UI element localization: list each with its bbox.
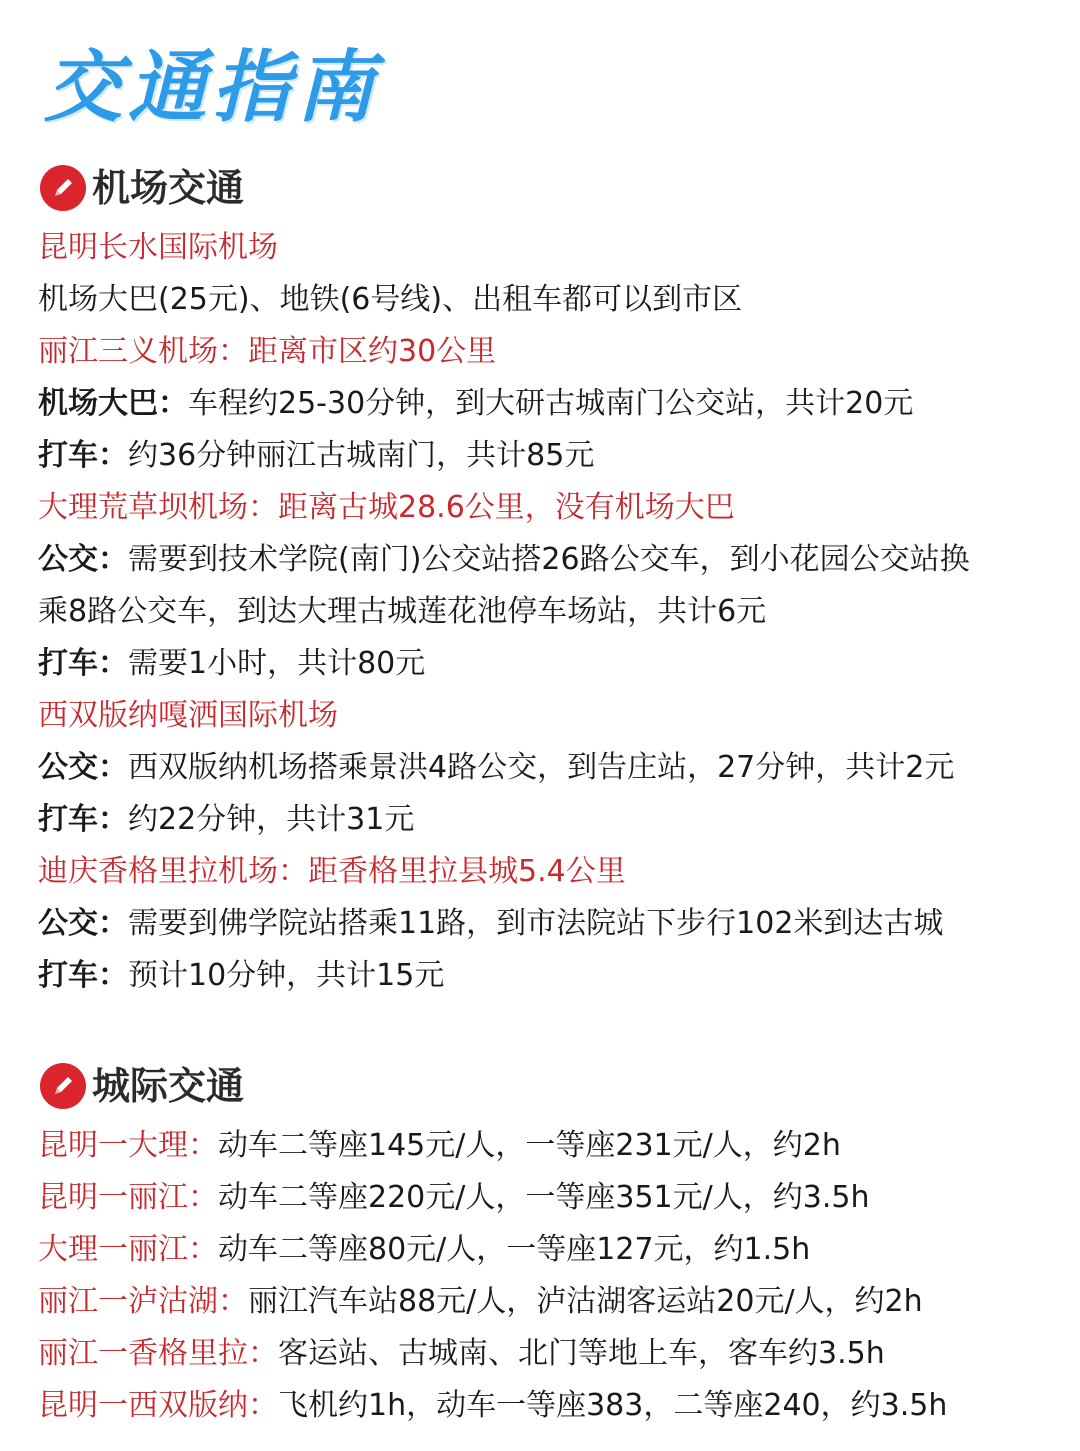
taxi-text: 预计10分钟，共计15元 [128,958,445,993]
intercity-section-heading [40,1060,244,1112]
pencil-icon [40,1063,86,1109]
route-detail: 动车二等座220元/人，一等座351元/人，约3.5h [218,1180,870,1215]
dali-bus-line-2: 乘8路公交车，到达大理古城莲花池停车场站，共计6元 [38,594,767,629]
bus-text: 西双版纳机场搭乘景洪4路公交，到告庄站，27分钟，共计2元 [128,750,955,785]
route-row [38,1172,1058,1224]
lijiang-taxi-line [38,430,1058,482]
route-detail: 客运站、古城南、北门等地上车，客车约3.5h [278,1336,885,1371]
bus-label: 公交： [38,906,128,941]
xsbn-bus-line [38,742,1058,794]
route-detail: 动车二等座80元/人，一等座127元，约1.5h [218,1232,811,1267]
shangrila-bus-line [38,898,1058,950]
shangrila-taxi-line [38,950,1058,1002]
bus-text: 需要到佛学院站搭乘11路，到市法院站下步行102米到达古城 [128,906,944,941]
pencil-icon [40,165,86,211]
airport-kunming-name: 昆明长水国际机场 [38,230,278,265]
section-title: 城际交通 [92,1064,245,1108]
section-title: 机场交通 [92,166,245,210]
route-row [38,1224,1058,1276]
route-name: 昆明一西双版纳： [38,1388,278,1423]
bus-label: 公交： [38,542,128,577]
taxi-label: 打车： [38,958,128,993]
route-detail: 丽江汽车站88元/人，泸沽湖客运站20元/人，约2h [248,1284,923,1319]
xsbn-taxi-line [38,794,1058,846]
taxi-text: 约36分钟丽江古城南门，共计85元 [128,438,595,473]
route-row [38,1380,1058,1432]
route-name: 丽江一泸沽湖： [38,1284,248,1319]
taxi-label: 打车： [38,802,128,837]
airport-section-heading [40,162,244,214]
airport-dali-name: 大理荒草坝机场：距离古城28.6公里，没有机场大巴 [38,490,735,525]
dali-taxi-line [38,638,1058,690]
route-row [38,1120,1058,1172]
page-title: 交通指南 [44,43,381,133]
taxi-text: 需要1小时，共计80元 [128,646,426,681]
taxi-label: 打车： [38,646,128,681]
airport-xishuangbanna-name: 西双版纳嘎洒国际机场 [38,698,338,733]
airport-kunming-desc: 机场大巴(25元)、地铁(6号线)、出租车都可以到市区 [38,282,743,317]
route-row [38,1328,1058,1380]
bus-label: 公交： [38,750,128,785]
bus-text: 车程约25-30分钟，到大研古城南门公交站，共计20元 [188,386,914,421]
route-name: 大理一丽江： [38,1232,218,1267]
route-name: 昆明一丽江： [38,1180,218,1215]
airport-lijiang-name: 丽江三义机场：距离市区约30公里 [38,334,497,369]
airport-shangrila-name: 迪庆香格里拉机场：距香格里拉县城5.4公里 [38,854,626,889]
bus-text: 需要到技术学院(南门)公交站搭26路公交车，到小花园公交站换 [128,542,970,577]
route-detail: 飞机约1h，动车一等座383，二等座240，约3.5h [278,1388,948,1423]
route-name: 丽江一香格里拉： [38,1336,278,1371]
dali-bus-line [38,534,1058,586]
route-detail: 动车二等座145元/人，一等座231元/人，约2h [218,1128,841,1163]
taxi-label: 打车： [38,438,128,473]
lijiang-bus-line [38,378,1058,430]
bus-label: 机场大巴： [38,386,188,421]
taxi-text: 约22分钟，共计31元 [128,802,415,837]
route-row [38,1276,1058,1328]
route-name: 昆明一大理： [38,1128,218,1163]
